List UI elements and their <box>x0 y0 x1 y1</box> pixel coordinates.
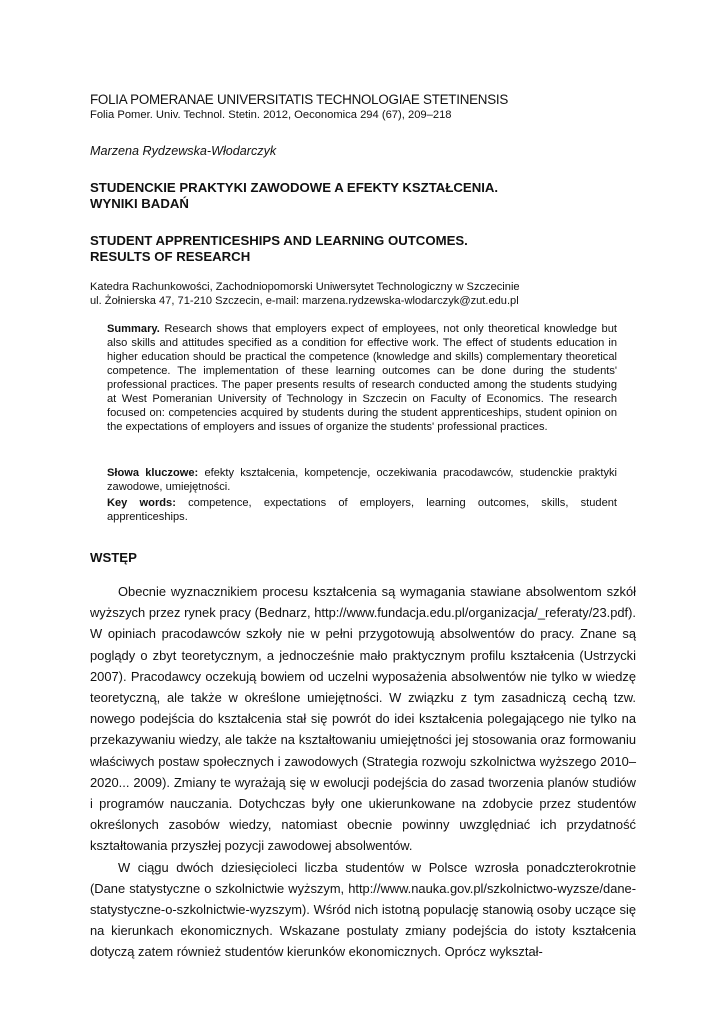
title-polish <box>90 180 498 212</box>
summary-label: Summary. <box>107 323 160 335</box>
title-english-line: STUDENT APPRENTICESHIPS AND LEARNING OUTCOMES. <box>90 233 468 248</box>
summary-text: Research shows that employers expect of employees, not only theoretical knowledge but also skills and attitudes specified as a condition for effective work. The effect of students education in higher education should be practical the competence (knowledge and skills) complementary theoretical competence. The implementation of these learning outcomes can be done during the students' professional practices. The paper presents results of research conducted among the students studying at West Pomeranian University of Technology in Szczecin on Faculty of Economics. The research focused on: competencies acquired by students during the student apprenticeships, student opinion on the expectations of employers and issues of organize the students' professional practices. <box>107 323 617 433</box>
section-heading: WSTĘP <box>90 550 137 565</box>
author-name: Marzena Rydzewska-Włodarczyk <box>90 144 277 158</box>
body-paragraph: Obecnie wyznacznikiem procesu kształcenia są wymagania stawiane absolwentom szkół wyższych przez rynek pracy (Bednarz, http://www.fundacja.edu.pl/organizacja/_referaty/23.pdf). W opiniach pracodawców szkoły nie w pełni przygotowują absolwentów do pracy. Znane są poglądy o zbyt teoretycznym, a jednocześnie mało praktycznym profilu kształcenia (Ustrzycki 2007). Pracodawcy oczekują bowiem od uczelni wyposażenia absolwentów nie tylko w wiedzę teoretyczną, ale także w określone umiejętności. W związku z tym zasadniczą cechą tzw. nowego podejścia do kształcenia stał się powrót do idei kształcenia polegającego nie tylko na przekazywaniu wiedzy, ale także na kształtowaniu umiejętności jej stosowania oraz formowaniu właściwych postaw społecznych i zawodowych (Strategia rozwoju szkolnictwa wyższego 2010–2020... 2009). Zmiany te wyrażają się w ewolucji podejścia do zasad tworzenia planów studiów i programów nauczania. Dotychczas były one ukierunkowane na zdobycie przez studentów określonych zasobów wiedzy, natomiast obecnie powinny uwzględniać ich przydatność kształtowania przyszłej pozycji zawodowej absolwentów. <box>90 584 636 854</box>
body-text <box>90 581 636 963</box>
affiliation <box>90 280 520 308</box>
title-english <box>90 233 468 265</box>
title-english-line: RESULTS OF RESEARCH <box>90 249 251 264</box>
summary-abstract <box>107 322 617 434</box>
title-polish-line: WYNIKI BADAŃ <box>90 196 189 211</box>
keywords-polish-label: Słowa kluczowe: <box>107 467 199 479</box>
journal-name: FOLIA POMERANAE UNIVERSITATIS TECHNOLOGIAE STETINENSIS <box>90 92 509 107</box>
keywords-english-text: competence, expectations of employers, learning outcomes, skills, student apprenticeships. <box>107 497 617 523</box>
keywords-english <box>107 496 617 524</box>
keywords-polish <box>107 466 617 494</box>
title-polish-line: STUDENCKIE PRAKTYKI ZAWODOWE A EFEKTY KSZTAŁCENIA. <box>90 180 499 195</box>
journal-citation: Folia Pomer. Univ. Technol. Stetin. 2012, Oeconomica 294 (67), 209–218 <box>90 109 452 121</box>
keywords-polish-text: efekty kształcenia, kompetencje, oczekiwania pracodawców, studenckie praktyki zawodowe, umiejętności. <box>107 467 617 493</box>
keywords-english-label: Key words: <box>107 497 176 509</box>
body-paragraph: W ciągu dwóch dziesięcioleci liczba studentów w Polsce wzrosła ponadczterokrotnie (Dane statystyczne o szkolnictwie wyższym, http://www.nauka.gov.pl/szkolnictwo-wyzsze/dane-statystyczne-o-szkolnictwie-wyzszym). Wśród nich istotną populację stanowią osoby uczące się na kierunkach ekonomicznych. Wskazane postulaty zmiany podejścia do istoty kształcenia dotyczą zatem również studentów kierunków ekonomicznych. Oprócz wykształ- <box>90 859 636 960</box>
affiliation-line: ul. Żołnierska 47, 71-210 Szczecin, e-mail: marzena.rydzewska-wlodarczyk@zut.edu.pl <box>90 295 519 307</box>
affiliation-line: Katedra Rachunkowości, Zachodniopomorski Uniwersytet Technologiczny w Szczecinie <box>90 281 520 293</box>
